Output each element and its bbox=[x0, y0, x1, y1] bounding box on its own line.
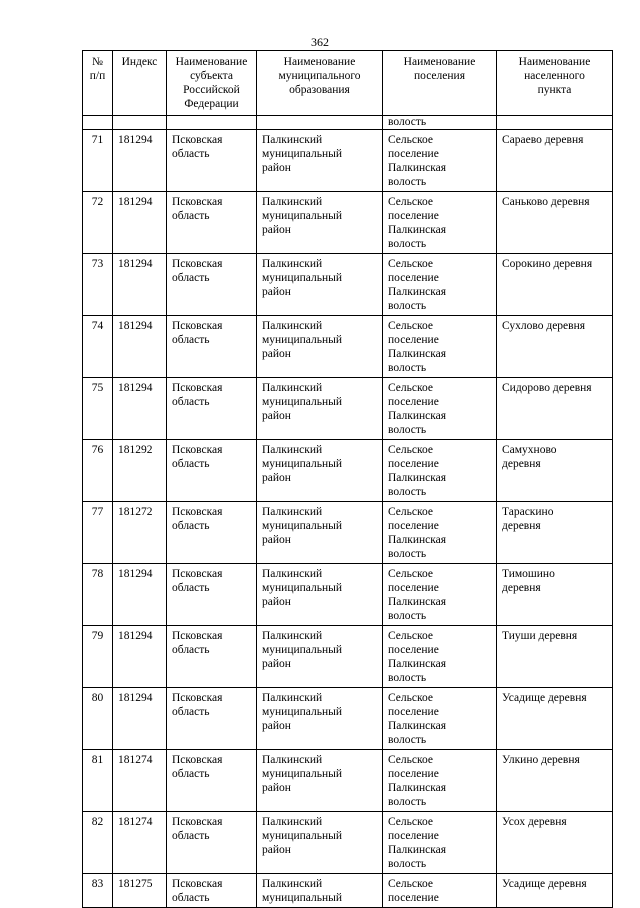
cell-index: 181294 bbox=[113, 316, 167, 378]
cell-locality: Сараево деревня bbox=[497, 130, 613, 192]
table-row bbox=[83, 440, 613, 502]
cell-settlement: Сельское поселение Палкинская волость bbox=[383, 626, 497, 688]
cell-index: 181294 bbox=[113, 130, 167, 192]
table-row bbox=[83, 130, 613, 192]
cell-subject: Псковская область bbox=[167, 812, 257, 874]
cell-subject: Псковская область bbox=[167, 750, 257, 812]
cell-municipality: Палкинский муниципальный район bbox=[257, 750, 383, 812]
cell-num: 78 bbox=[83, 564, 113, 626]
header-settlement: Наименование поселения bbox=[383, 51, 497, 116]
cell-settlement: Сельское поселение Палкинская волость bbox=[383, 378, 497, 440]
cell-municipality: Палкинский муниципальный район bbox=[257, 564, 383, 626]
header-locality: Наименование населенного пункта bbox=[497, 51, 613, 116]
cell-locality: Самухново деревня bbox=[497, 440, 613, 502]
cell-num: 73 bbox=[83, 254, 113, 316]
cell-settlement: Сельское поселение Палкинская волость bbox=[383, 254, 497, 316]
cell-locality: Улкино деревня bbox=[497, 750, 613, 812]
header-index: Индекс bbox=[113, 51, 167, 116]
cell-municipality: Палкинский муниципальный район bbox=[257, 626, 383, 688]
cell-num: 75 bbox=[83, 378, 113, 440]
table-row bbox=[83, 812, 613, 874]
cell-municipality: Палкинский муниципальный район bbox=[257, 254, 383, 316]
cell-settlement: Сельское поселение Палкинская волость bbox=[383, 564, 497, 626]
cell-locality: Тимошино деревня bbox=[497, 564, 613, 626]
cell-municipality: Палкинский муниципальный район bbox=[257, 688, 383, 750]
continuation-settlement: волость bbox=[383, 116, 497, 130]
cell-settlement: Сельское поселение Палкинская волость bbox=[383, 750, 497, 812]
cell-settlement: Сельское поселение Палкинская волость bbox=[383, 316, 497, 378]
table-row bbox=[83, 254, 613, 316]
cell-locality: Усадище деревня bbox=[497, 688, 613, 750]
cell-locality: Сидорово деревня bbox=[497, 378, 613, 440]
cell-municipality: Палкинский муниципальный район bbox=[257, 192, 383, 254]
table-row bbox=[83, 502, 613, 564]
table-row bbox=[83, 874, 613, 908]
table-row bbox=[83, 750, 613, 812]
cell-index: 181274 bbox=[113, 812, 167, 874]
cell-num: 80 bbox=[83, 688, 113, 750]
table-row bbox=[83, 564, 613, 626]
cell-settlement: Сельское поселение Палкинская волость bbox=[383, 440, 497, 502]
table-row bbox=[83, 192, 613, 254]
cell-locality: Усох деревня bbox=[497, 812, 613, 874]
page-number: 362 bbox=[311, 35, 329, 49]
cell-index: 181294 bbox=[113, 254, 167, 316]
cell-subject: Псковская область bbox=[167, 440, 257, 502]
cell-index: 181294 bbox=[113, 378, 167, 440]
header-subject: Наименование субъекта Российской Федерации bbox=[167, 51, 257, 116]
cell-num: 74 bbox=[83, 316, 113, 378]
cell-locality: Тараскино деревня bbox=[497, 502, 613, 564]
cell-settlement: Сельское поселение Палкинская волость bbox=[383, 192, 497, 254]
cell-municipality: Палкинский муниципальный район bbox=[257, 502, 383, 564]
table-row bbox=[83, 688, 613, 750]
cell-index: 181294 bbox=[113, 688, 167, 750]
cell-subject: Псковская область bbox=[167, 378, 257, 440]
table-row bbox=[83, 378, 613, 440]
cell-index: 181294 bbox=[113, 564, 167, 626]
cell-locality: Саньково деревня bbox=[497, 192, 613, 254]
cell-subject: Псковская область bbox=[167, 874, 257, 908]
cell-num: 82 bbox=[83, 812, 113, 874]
cell-num: 81 bbox=[83, 750, 113, 812]
cell-locality: Тиуши деревня bbox=[497, 626, 613, 688]
cell-index: 181275 bbox=[113, 874, 167, 908]
cell-locality: Сухлово деревня bbox=[497, 316, 613, 378]
cell-subject: Псковская область bbox=[167, 254, 257, 316]
cell-num: 83 bbox=[83, 874, 113, 908]
cell-municipality: Палкинский муниципальный район bbox=[257, 316, 383, 378]
table-row bbox=[83, 626, 613, 688]
cell-municipality: Палкинский муниципальный район bbox=[257, 812, 383, 874]
cell-index: 181294 bbox=[113, 192, 167, 254]
cell-subject: Псковская область bbox=[167, 564, 257, 626]
settlements-table bbox=[82, 50, 613, 908]
cell-num: 77 bbox=[83, 502, 113, 564]
cell-settlement: Сельское поселение Палкинская волость bbox=[383, 502, 497, 564]
cell-subject: Псковская область bbox=[167, 688, 257, 750]
cell-municipality: Палкинский муниципальный район bbox=[257, 378, 383, 440]
cell-index: 181274 bbox=[113, 750, 167, 812]
cell-subject: Псковская область bbox=[167, 502, 257, 564]
cell-municipality: Палкинский муниципальный район bbox=[257, 130, 383, 192]
cell-subject: Псковская область bbox=[167, 626, 257, 688]
cell-settlement: Сельское поселение Палкинская волость bbox=[383, 688, 497, 750]
cell-index: 181272 bbox=[113, 502, 167, 564]
cell-subject: Псковская область bbox=[167, 192, 257, 254]
cell-locality: Сорокино деревня bbox=[497, 254, 613, 316]
cell-subject: Псковская область bbox=[167, 130, 257, 192]
cell-locality: Усадище деревня bbox=[497, 874, 613, 908]
cell-index: 181292 bbox=[113, 440, 167, 502]
continuation-row bbox=[83, 116, 613, 130]
cell-settlement: Сельское поселение Палкинская волость bbox=[383, 812, 497, 874]
cell-num: 72 bbox=[83, 192, 113, 254]
table-header-row bbox=[83, 51, 613, 116]
cell-subject: Псковская область bbox=[167, 316, 257, 378]
table-row bbox=[83, 316, 613, 378]
cell-municipality: Палкинский муниципальный район bbox=[257, 440, 383, 502]
cell-municipality: Палкинский муниципальный bbox=[257, 874, 383, 908]
cell-num: 71 bbox=[83, 130, 113, 192]
cell-settlement: Сельское поселение bbox=[383, 874, 497, 908]
header-num: № п/п bbox=[83, 51, 113, 116]
cell-num: 76 bbox=[83, 440, 113, 502]
cell-index: 181294 bbox=[113, 626, 167, 688]
cell-num: 79 bbox=[83, 626, 113, 688]
cell-settlement: Сельское поселение Палкинская волость bbox=[383, 130, 497, 192]
header-municipality: Наименование муниципального образования bbox=[257, 51, 383, 116]
